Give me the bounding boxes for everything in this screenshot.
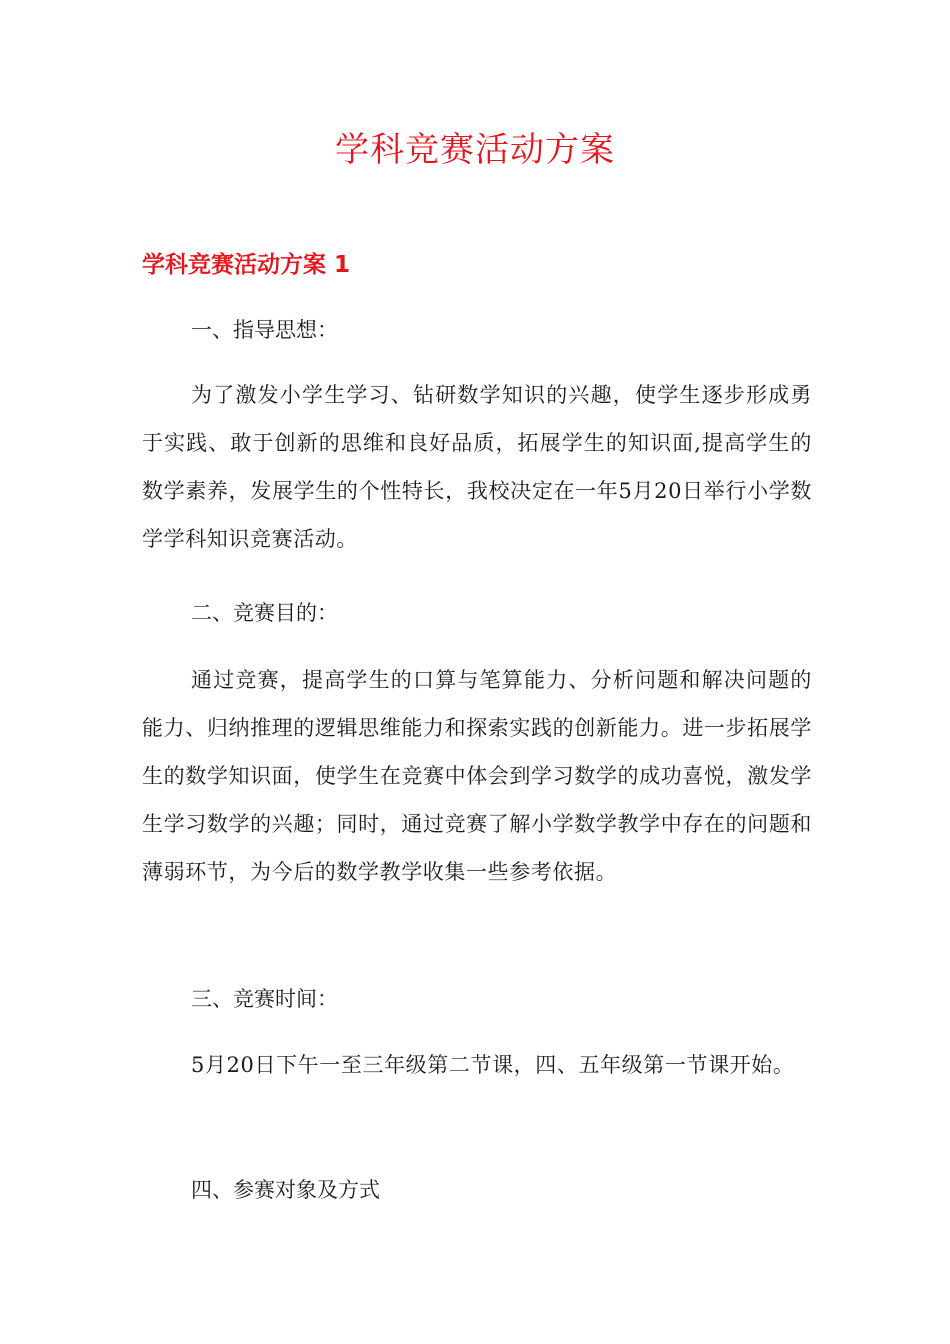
section-title: 学科竞赛活动方案 1: [142, 252, 351, 278]
heading-competition-purpose: 二、竞赛目的：: [191, 601, 338, 625]
heading-participants: 四、参赛对象及方式: [191, 1178, 380, 1202]
paragraph-guiding-ideology: 为了激发小学生学习、钻研数学知识的兴趣，使学生逐步形成勇于实践、敢于创新的思维和良好品质，拓展学生的知识面,提高学生的数学素养，发展学生的个性特长，我校决定在一年5月20日举行小学数学学科知识竞赛活动。: [142, 383, 812, 551]
paragraph-competition-purpose: 通过竞赛，提高学生的口算与笔算能力、分析问题和解决问题的能力、归纳推理的逻辑思维能力和探索实践的创新能力。进一步拓展学生的数学知识面，使学生在竞赛中体会到学习数学的成功喜悦，激发学生学习数学的兴趣；同时，通过竞赛了解小学数学教学中存在的问题和薄弱环节，为今后的数学教学收集一些参考依据。: [142, 668, 812, 884]
document-title: 学科竞赛活动方案: [335, 130, 615, 170]
heading-guiding-ideology: 一、指导思想：: [191, 318, 338, 342]
paragraph-competition-time: 5月20日下午一至三年级第二节课，四、五年级第一节课开始。: [191, 1053, 795, 1077]
heading-competition-time: 三、竞赛时间：: [191, 987, 338, 1011]
